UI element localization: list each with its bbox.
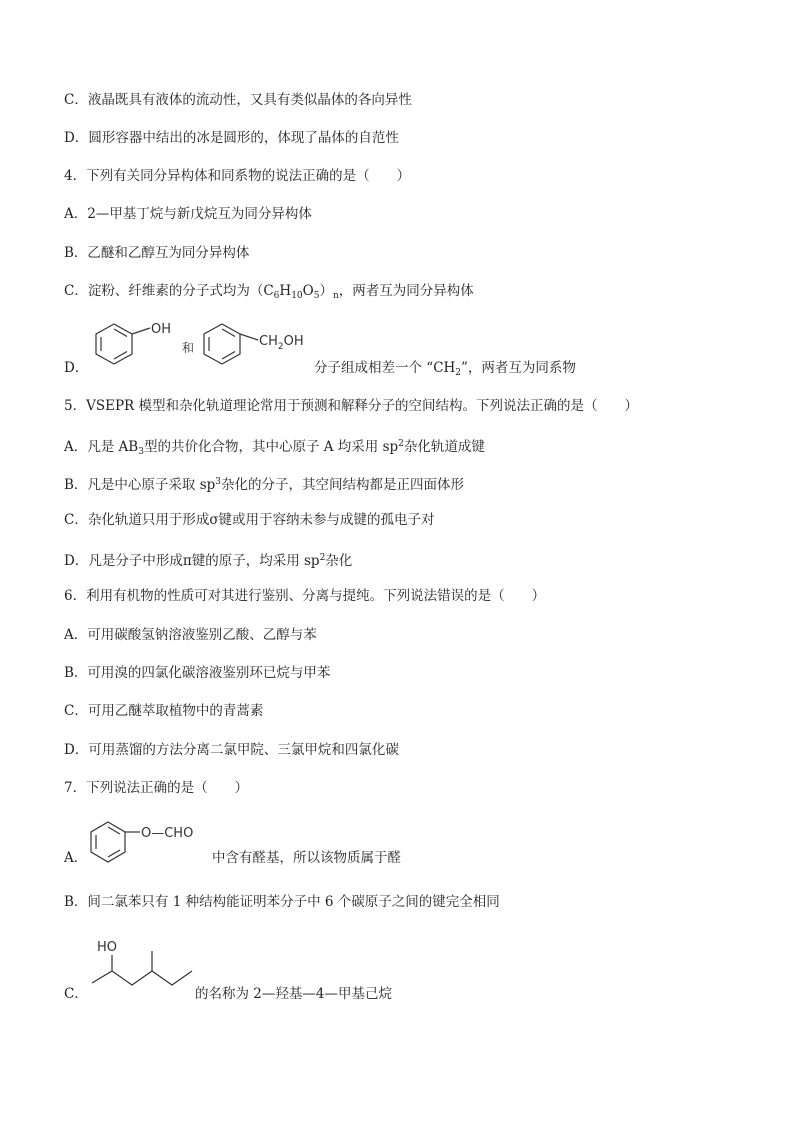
ch2oh-text: $CH_2OH$ (259, 334, 304, 352)
q5-stem: 5．VSEPR 模型和杂化轨道理论常用于预测和解释分子的空间结构。下列说法正确的是（ ） (64, 398, 638, 414)
and-text: 和 (182, 341, 195, 355)
q4-option-d-label: D． (64, 360, 89, 376)
q6-option-b: B．可用溴的四氯化碳溶液鉴别环已烷与甲苯 (64, 665, 331, 681)
q5-option-c: C．杂化轨道只用于形成σ键或用于容纳未参与成键的孤电子对 (64, 512, 435, 528)
phenyl-formate-structure (88, 818, 212, 868)
ho-text: HO (97, 940, 118, 955)
q6-stem: 6．利用有机物的性质可对其进行鉴别、分离与提纯。下列说法错误的是（ ） (64, 588, 546, 604)
q3-option-c: C．液晶既具有液体的流动性，又具有类似晶体的各向异性 (64, 92, 412, 108)
q3-option-d: D．圆形容器中结出的冰是圆形的，体现了晶体的自范性 (64, 130, 399, 146)
benzyl-alcohol-structure (204, 324, 258, 364)
q7-option-b: B．间二氯苯只有 1 种结构能证明苯分子中 6 个碳原子之间的键完全相同 (64, 894, 500, 910)
hydroxy-methylhexane-skeletal-structure (88, 935, 196, 1003)
q5-option-d: D．凡是分子中形成π键的原子，均采用 $sp^2$杂化 (64, 553, 353, 569)
q7-stem: 7．下列说法正确的是（ ） (64, 780, 249, 796)
q6-option-c: C．可用乙醚萃取植物中的青蒿素 (64, 703, 264, 719)
phenol-structure (96, 324, 150, 364)
q4-option-d-text: 分子组成相差一个 “$CH_2$”，两者互为同系物 (314, 360, 576, 378)
q7-option-a-label: A． (64, 850, 88, 866)
q7-option-c-text: 的名称为 2—羟基—4—甲基己烷 (195, 986, 392, 1002)
phenol-and-benzyl-alcohol-structures (88, 318, 318, 376)
q4-stem: 4．下列有关同分异构体和同系物的说法正确的是（ ） (64, 168, 411, 184)
q5-option-b: B．凡是中心原子采取 $sp^3$杂化的分子，其空间结构都是正四面体形 (64, 477, 465, 493)
q4-option-b: B．乙醚和乙醇互为同分异构体 (64, 245, 250, 261)
q4-option-a: A．2—甲基丁烷与新戊烷互为同分异构体 (64, 206, 312, 222)
o-cho-text: O—CHO (141, 826, 194, 841)
q7-option-c-label: C． (64, 986, 88, 1002)
phenol-oh-text: OH (151, 322, 172, 337)
q4-option-c: C．淀粉、纤维素的分子式均为$(C_6H_{10}O_5)_n$，两者互为同分异构体 (64, 283, 474, 301)
q5-option-a: A．凡是 $AB_3$型的共价化合物，其中心原子 A 均采用 $sp^2$杂化轨道成键 (64, 439, 485, 457)
q6-option-d: D．可用蒸馏的方法分离二氯甲院、三氯甲烷和四氯化碳 (64, 742, 399, 758)
q6-option-a: A．可用碳酸氢钠溶液鉴别乙酸、乙醇与苯 (64, 627, 317, 643)
q7-option-a-text: 中含有醛基，所以该物质属于醛 (212, 850, 401, 866)
